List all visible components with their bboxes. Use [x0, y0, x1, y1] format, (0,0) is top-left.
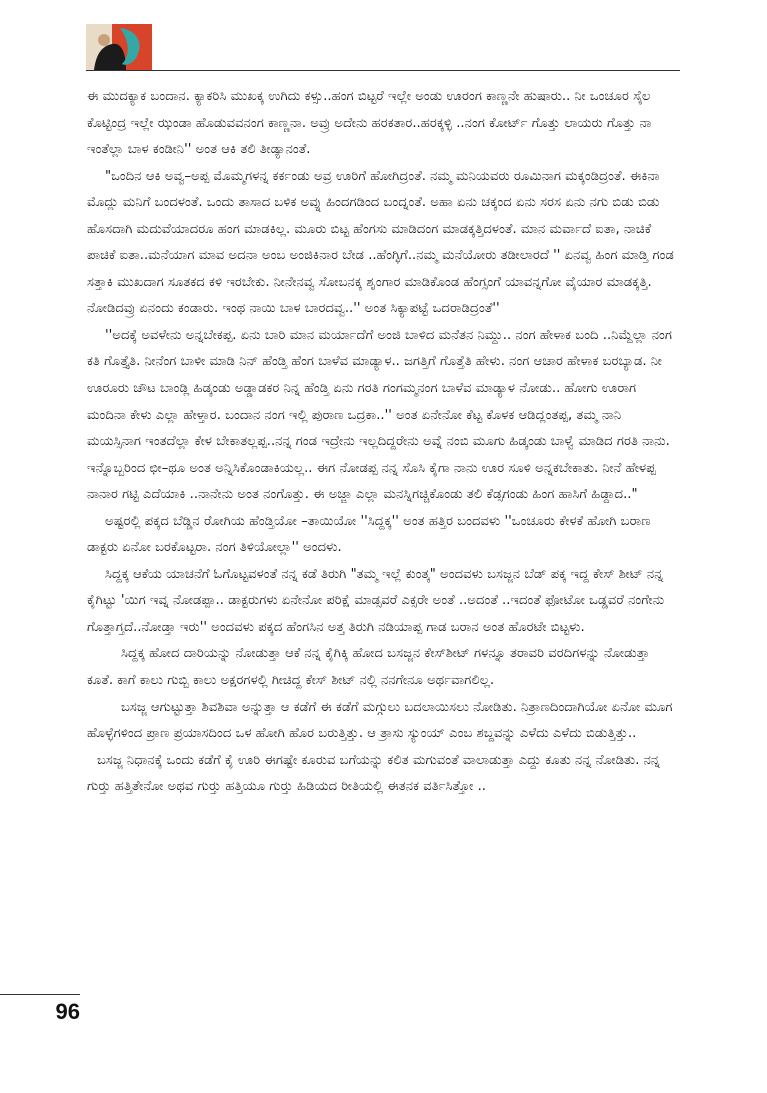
logo-graphic: [86, 24, 152, 70]
paragraph: ಬಸಜ್ಜ ನಿಧಾನಕ್ಕೆ ಒಂದು ಕಡೆಗೆ ಕೈ ಊರಿ ಈಗಷ್ಟೇ ಕೂರುವ ಬಗೆಯನ್ನು ಕಲಿತ ಮಗುವಂತೆ ವಾಲಾಡುತ್ತಾ ಎದ್ದು ಕೂತು ನನ್ನ ನೋಡಿತು. ನನ್ನ ಗುರ್‍ತು ಹತ್ತಿತೇನೋ ಅಥವ ಗುರ್‍ತು ಹತ್ತಿಯೂ ಗುರ್‍ತು ಹಿಡಿಯದ ರೀತಿಯಲ್ಲಿ ಈತನಕ ವರ್ತಿಸಿತ್ತೋ ..: [87, 752, 661, 795]
paragraph: ಬಸಜ್ಜ ಆಗುಟ್ಟುತ್ತಾ ಶಿವಶಿವಾ ಅನ್ನುತ್ತಾ ಆ ಕಡೆಗೆ ಈ ಕಡೆಗೆ ಮಗ್ಗುಲು ಬದಲಾಯಿಸಲು ನೋಡಿತು. ನಿತ್ರಾಣದಿಂದಾಗಿಯೋ ಏನೋ ಮೂಗ ಹೊಳ್ಳೆಗಳಿಂದ ಪ್ರಾಣ ಪ್ರಯಾಸದಿಂದ ಒಳ ಹೋಗಿ ಹೊರ ಬರುತ್ತಿತ್ತು. ಆ ತ್ರಾಸು ಸ್ಯುಂಯ್ ಎಂಬ ಶಬ್ದವನ್ನು ಎಳೆದು ಎಳೆದು ಬಿಡುತ್ತಿತ್ತು..: [87, 699, 673, 742]
paragraph: "ಒಂದಿನ ಆಕಿ ಅವ್ವ–ಅಪ್ಪ ಮೊಮ್ಮಗಳನ್ನ ಕರ್ಕಂಡು ಅವ್ರ ಊರಿಗೆ ಹೋಗಿದ್ರಂತೆ. ನಮ್ಮ ಮನಿಯವರು ರೂಮಿನಾಗ ಮಕ್ಕಂಡಿದ್ರಂತೆ. ಈಕಿನಾ ಮೊದ್ಲು ಮನಿಗೆ ಬಂದಳಂತೆ. ಒಂದು ತಾಸಾದ ಬಳಿಕ ಅವ್ನು ಹಿಂದಗಡಿಂದ ಬಂದ್ನಂತೆ. ಅಹಾ ಏನು ಚಕ್ಕಂದ ಏನು ಸರಸ ಏನು ನಗು ಬಿಡು ಬಿಡು ಹೊಸದಾಗಿ ಮದುವೆಯಾದರೂ ಹಂಗ ಮಾಡಕಿಲ್ಲ. ಮೂರು ಬಿಟ್ಟ ಹೆಂಗಸು ಮಾಡಿದಂಗ ಮಾಡಕ್ಕತ್ತಿದಳಂತೆ. ಮಾನ ಮರ್ವಾದೆ ಐತಾ, ನಾಚಿಕೆ ಪಾಚಿಕೆ ಐತಾ..ಮನೆಯಾಗ ಮಾವ ಅದನಾ ಅಂಬ ಅಂಜಿಕಿನಾರ ಬೇಡ ..ಹೆಂಗ್ಳಿಗೆ..ನಮ್ಮ ಮನೆಯೋರು ತಡೀಲಾರದೆ '' ಏನವ್ವ ಹಿಂಗ ಮಾಡ್ತಿ ಗಂಡ ಸತ್ತಾಕಿ ಮುಖದಾಗ ಸೂತಕದ ಕಳಿ ಇರಬೇಕು. ನೀನೇನವ್ವ ಸೋಬನಕ್ಕ ಶೃಂಗಾರ ಮಾಡಿಕೊಂಡ ಹೆಂಗ್ಸಂಗೆ ಯಾವನ್ನಗೋ ವೈಯಾರ ಮಾಡಕ್ಕತ್ತಿ. ನೋಡಿದವ್ರು ಏನಂದು ಕಂಡಾರು. ಇಂಥ ನಾಯಿ ಬಾಳ ಬಾರದವ್ವ..'' ಅಂತ ಸಿಕ್ಯಾಪಟ್ಟೆ ಒದರಾಡಿದ್ರಂತೆ'': [87, 168, 674, 317]
paragraph: ಸಿದ್ದಕ್ಕ ಆಕೆಯ ಯಾಚನೆಗೆ ಓಗೊಟ್ಟವಳಂತೆ ನನ್ನ ಕಡೆ ತಿರುಗಿ "ತಮ್ಮ ಇಲ್ಲೆ ಕುಂತ್ಕ" ಅಂದವಳು ಬಸಜ್ಜನ ಬೆಡ್ ಪಕ್ಕ ಇದ್ದ ಕೇಸ್ ಶೀಟ್ ನನ್ನ ಕೈಗಿಟ್ಟು 'ಯಿಗ ಇವ್ನ ನೋಡಪ್ಪಾ.. ಡಾಕ್ಟರುಗಳು ಏನೇನೋ ಪರಿಕ್ಷೆ ಮಾಡ್ಸವರೆ ಎಕ್ಸರೇ ಅಂತೆ ..ಅದಂತೆ ..ಇದಂತೆ ಫೋಟೋ ಒಡ್ಡವರೆ ನಂಗೇನು ಗೊತ್ತಾಗ್ತದೆ..ನೋಡ್ತಾ ಇರು'' ಅಂದವಳು ಪಕ್ಕದ ಹೆಂಗಸಿನ ಅತ್ತ ತಿರುಗಿ ನಡಿಯಾಪ್ಪ ಗಾಡ ಬರಾನ ಅಂತ ಹೊರಟೇ ಬಿಟ್ಟಳು.: [87, 566, 665, 635]
article-text: [87, 84, 675, 801]
header-divider: [86, 70, 680, 71]
magazine-logo-icon: [86, 24, 152, 70]
paragraph: ಅಷ್ಟರಲ್ಲಿ ಪಕ್ಕದ ಬೆಡ್ಡಿನ ರೋಗಿಯ ಹೆಂಡ್ತಿಯೋ –ತಾಯಿಯೋ ''ಸಿದ್ದಕ್ಕ'' ಅಂತ ಹತ್ತಿರ ಬಂದವಳು ''ಒಂಚೂರು ಕೇಳಕೆ ಹೋಗಿ ಬರಾಣ ಡಾಕ್ಟರು ಏನೋ ಬರಕೊಟ್ಟರಾ. ನಂಗ ತಿಳಿಯೋಲ್ಲಾ'' ಅಂದಳು.: [87, 513, 651, 556]
page-number-divider: [0, 994, 80, 995]
paragraph: ''ಅದಕ್ಕೆ ಅವಳೇನು ಅನ್ನಬೇಕಪ್ಪ. ಏನು ಬಾರಿ ಮಾನ ಮರ್ಯಾದೆಗೆ ಅಂಜಿ ಬಾಳಿದ ಮನೆತನ ನಿಮ್ದು.. ನಂಗ ಹೇಳಾಕ ಬಂದಿ ..ನಿಮ್ದೆಲ್ಲಾ ನಂಗ ಕತಿ ಗೊತ್ತೈತಿ. ನೀನೆಂಗ ಬಾಳೀ ಮಾಡಿ ನಿನ್ ಹೆಂಡ್ತಿ ಹೆಂಗ ಬಾಳೆವ ಮಾಡ್ಯಾಳ.. ಜಗತ್ತಿಗೆ ಗೊತ್ತೆತಿ ಹೇಳು. ನಂಗ ಆಚಾರ ಹೇಳಾಕ ಬರಬ್ಯಾಡ. ನೀ ಊರೂರು ಚೌಟ ಬಾಂಡ್ಲಿ ಹಿಡ್ಕಂಡು ಅಡ್ಡಾಡಕರ ನಿನ್ನ ಹೆಂಡ್ತಿ ಏನು ಗರತಿ ಗಂಗಮ್ಮನಂಗ ಬಾಳೆವ ಮಾಡ್ಯಾಳ ನೋಡು.. ಹೋಗು ಊರಾಗ ಮಂದಿನಾ ಕೇಳು ಎಲ್ಲಾ ಹೇಳ್ತಾರ. ಬಂದಾನ ನಂಗ ಇಲ್ಲಿ ಪುರಾಣ ಒದ್ರಕಾ..'' ಅಂತ ಏನೇನೋ ಕೆಟ್ಟ ಕೊಳಕ ಆಡಿದ್ಲಂತಪ್ಪ, ತಮ್ಮ ನಾನಿ ಮಯಸ್ಸಿನಾಗ ಇಂತದೆಲ್ಲಾ ಕೇಳ ಬೇಕಾತಲ್ಲಪ್ಪ..ನನ್ನ ಗಂಡ ಇದ್ರೇನು ಇಲ್ಲದಿದ್ದರೇನು ಅವ್ನೆ ನಂಬಿ ಮೂಗು ಹಿಡ್ಕಂಡು ಬಾಳ್ವೆ ಮಾಡಿದ ಗರತಿ ನಾನು. ಇನ್ನೊಬ್ಬರಿಂದ ಛೀ–ಥೂ ಅಂತ ಅನ್ನಿಸಿಕೊಂಡಾಕಿಯಲ್ಲ.. ಈಗ ನೋಡಪ್ಪ ನನ್ನ ಸೊಸಿ ಕೈಗಾ ನಾನು ಊರ ಸೂಳಿ ಅನ್ನಕಬೇಕಾತು. ನೀನೆ ಹೇಳಪ್ಪ ನಾನಾರ ಗಟ್ಟಿ ಎದೆಯಾಕಿ ..ನಾನೇನು ಅಂತ ನಂಗೊತ್ತು. ಈ ಅಜ್ಜಾ ಎಲ್ಲಾ ಮನಸ್ನಿಗಚ್ಚಿಕೊಂಡು ತಲಿ ಕೆಡ್ಸಗಂಡು ಹಿಂಗ ಹಾಸಿಗೆ ಹಿಡ್ದಾದ..": [87, 327, 673, 503]
paragraph: ಸಿದ್ದಕ್ಕ ಹೋದ ದಾರಿಯನ್ನು ನೋಡುತ್ತಾ ಆಕೆ ನನ್ನ ಕೈಗಿಕ್ಕಿ ಹೋದ ಬಸಜ್ಜನ ಕೇಸ್‌ಶೀಟ್ ಗಳನ್ನೂ ತರಾವರಿ ವರದಿಗಳನ್ನು ನೋಡುತ್ತಾ ಕೂತೆ. ಕಾಗೆ ಕಾಲು ಗುಬ್ಬಿ ಕಾಲು ಅಕ್ಷರಗಳಲ್ಲಿ ಗೀಚಿದ್ದ ಕೇಸ್ ಶೀಟ್ ನಲ್ಲಿ ನನಗೇನೂ ಅರ್ಥವಾಗಲಿಲ್ಲ.: [87, 646, 650, 689]
paragraph: ಈ ಮುದಕ್ಯಾಕ ಬಂದಾನ. ಕ್ಯಾಕರಿಸಿ ಮುಖಕ್ಕ ಉಗಿದು ಕಳ್ಸು..ಹಂಗ ಬಿಟ್ಟರೆ ಇಲ್ಲೇ ಅಂಡು ಊರಂಗ ಕಾಣ್ಣನೇ ಹುಷಾರು.. ನೀ ಒಂಚೂರ ಸೈಲ ಕೊಟ್ಟಿಂದ್ರ ಇಲ್ಲೇ ಝಂಡಾ ಹೊಡುವವನಂಗ ಕಾಣ್ಣನಾ. ಅವ್ರು ಅದೇನು ಹರಕತಾರ..ಹರಕ್ಕಳ್ಳಿ ..ನಂಗ ಕೋರ್ಟ್ ಗೊತ್ತು ಲಾಯರು ಗೊತ್ತು ನಾ ಇಂತೆಲ್ಲಾ ಬಾಳ ಕಂಡೀನಿ'' ಅಂತ ಆಕಿ ತಲಿ ತೀಡ್ಯಾನಂತೆ.: [87, 89, 652, 158]
page-number: 96: [55, 999, 80, 1024]
